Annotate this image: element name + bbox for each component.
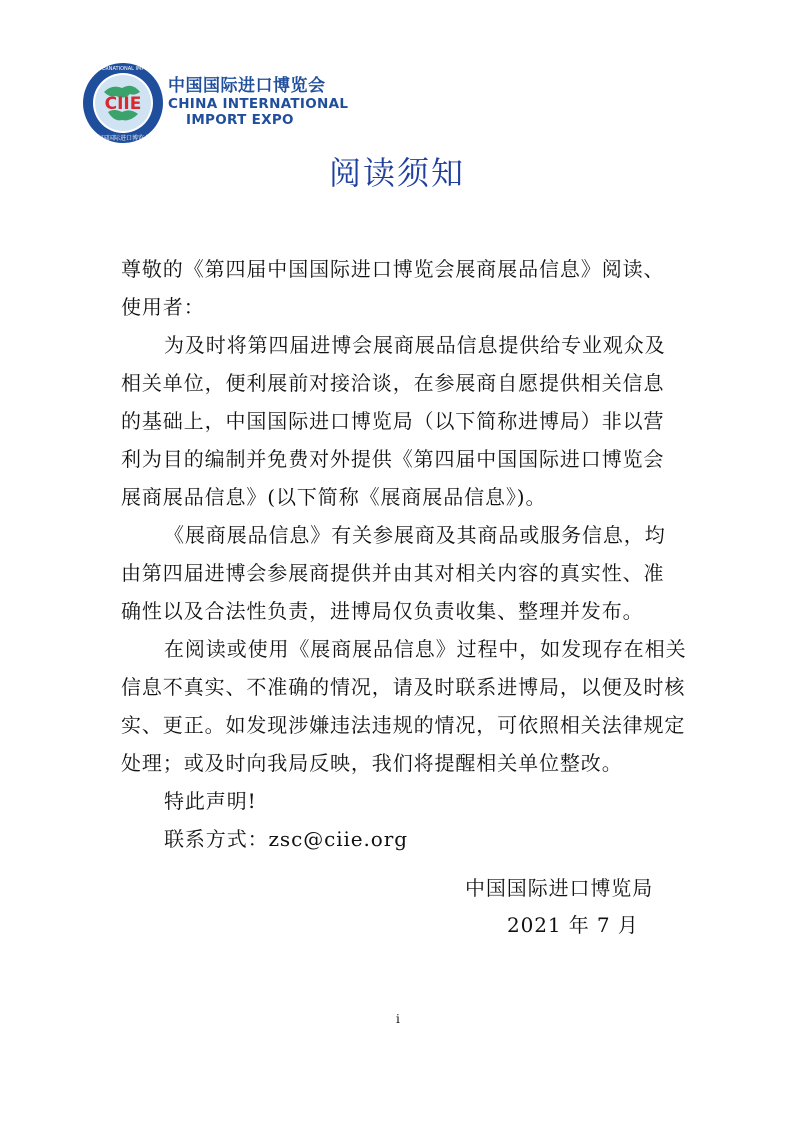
body-line: 为及时将第四届进博会展商展品信息提供给专业观众及 [164, 333, 666, 357]
body-line: 处理；或及时向我局反映，我们将提醒相关单位整改。 [121, 751, 623, 775]
seal-ring-text-bottom: 中国国际进口博览会 [95, 135, 151, 142]
body-line: 相关单位，便利展前对接洽谈，在参展商自愿提供相关信息 [121, 371, 665, 395]
contact-line: 联系方式：zsc@ciie.org [164, 827, 408, 851]
page-number: i [396, 1012, 400, 1026]
body-line: 由第四届进博会参展商提供并由其对相关内容的真实性、准 [121, 561, 665, 585]
ciie-seal-icon [76, 62, 170, 144]
seal-text: CIIE [104, 94, 142, 114]
body-line: 展商展品信息》(以下简称《展商展品信息》)。 [121, 485, 547, 509]
body-line: 《展商展品信息》有关参展商及其商品或服务信息，均 [164, 523, 666, 547]
logo-english-name-line2: IMPORT EXPO [186, 112, 294, 128]
ciie-logo [76, 62, 352, 144]
body-line: 利为目的编制并免费对外提供《第四届中国国际进口博览会 [121, 447, 665, 471]
body-line: 信息不真实、不准确的情况，请及时联系进博局，以便及时核 [121, 675, 686, 699]
body-line: 确性以及合法性负责，进博局仅负责收集、整理并发布。 [121, 599, 644, 623]
body-line: 的基础上，中国国际进口博览局（以下简称进博局）非以营 [121, 409, 665, 433]
body-line: 使用者： [121, 295, 205, 319]
page-title: 阅读须知 [328, 154, 465, 192]
notice-body [121, 250, 687, 858]
logo-english-name-line1: CHINA INTERNATIONAL [168, 96, 349, 112]
logo-wordmark [168, 76, 348, 128]
logo-chinese-name: 中国国际进口博览会 [168, 76, 326, 96]
body-line: 特此声明! [164, 789, 257, 813]
body-line: 实、更正。如发现涉嫌违法违规的情况，可依照相关法律规定 [121, 713, 686, 737]
body-line: 尊敬的《第四届中国国际进口博览会展商展品信息》阅读、 [121, 257, 665, 281]
signature: 中国国际进口博览局 [465, 876, 654, 900]
date: 2021 年 7 月 [507, 913, 639, 937]
seal-ring-text-top: CHINA INTERNATIONAL IMPORT EXPO [76, 66, 170, 72]
body-line: 在阅读或使用《展商展品信息》过程中，如发现存在相关 [164, 637, 687, 661]
